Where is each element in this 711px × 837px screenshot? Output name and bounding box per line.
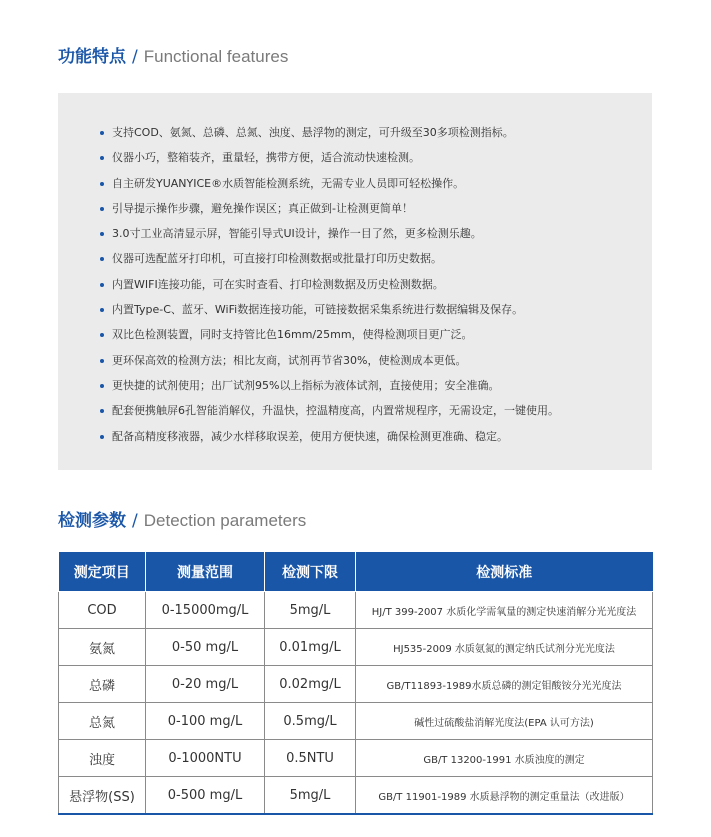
cell-range: 0-500 mg/L xyxy=(146,777,265,815)
params-section-title xyxy=(58,506,306,531)
feature-item: 更环保高效的检测方法；相比友商，试剂再节省30%，使检测成本更低。 xyxy=(100,348,645,373)
cell-standard: 碱性过硫酸盐消解光度法(EPA 认可方法) xyxy=(356,703,653,740)
header-range: 测量范围 xyxy=(146,552,265,592)
cell-standard: HJ535-2009 水质氨氮的测定纳氏试剂分光光度法 xyxy=(356,629,653,666)
table-row xyxy=(59,592,653,629)
cell-standard: GB/T 13200-1991 水质浊度的测定 xyxy=(356,740,653,777)
bullet-dot-icon xyxy=(100,308,104,312)
table-row xyxy=(59,777,653,815)
bullet-dot-icon xyxy=(100,333,104,337)
cell-item: 总氮 xyxy=(59,703,146,740)
feature-item: 更快捷的试剂使用；出厂试剂95%以上指标为液体试剂，直接使用；安全准确。 xyxy=(100,373,645,398)
feature-item: 仪器可选配蓝牙打印机，可直接打印检测数据或批量打印历史数据。 xyxy=(100,246,645,271)
cell-item: 总磷 xyxy=(59,666,146,703)
cell-standard: GB/T11893-1989水质总磷的测定钼酸铵分光光度法 xyxy=(356,666,653,703)
feature-item: 自主研发YUANYICE®水质智能检测系统，无需专业人员即可轻松操作。 xyxy=(100,171,645,196)
params-title-separator: / xyxy=(132,511,138,531)
features-panel xyxy=(58,93,652,470)
cell-limit: 5mg/L xyxy=(265,777,356,815)
table-row xyxy=(59,703,653,740)
detection-params-table xyxy=(58,552,653,815)
bullet-dot-icon xyxy=(100,283,104,287)
feature-item: 支持COD、氨氮、总磷、总氮、浊度、悬浮物的测定，可升级至30多项检测指标。 xyxy=(100,120,645,145)
bullet-dot-icon xyxy=(100,409,104,413)
cell-item: COD xyxy=(59,592,146,629)
features-section-title xyxy=(58,42,288,67)
cell-item: 悬浮物(SS) xyxy=(59,777,146,815)
features-title-cn: 功能特点 xyxy=(58,47,126,67)
bullet-dot-icon xyxy=(100,156,104,160)
table-row xyxy=(59,740,653,777)
params-title-cn: 检测参数 xyxy=(58,511,126,531)
cell-limit: 0.02mg/L xyxy=(265,666,356,703)
table-row xyxy=(59,629,653,666)
cell-limit: 5mg/L xyxy=(265,592,356,629)
bullet-dot-icon xyxy=(100,359,104,363)
cell-item: 浊度 xyxy=(59,740,146,777)
cell-limit: 0.5NTU xyxy=(265,740,356,777)
header-limit: 检测下限 xyxy=(265,552,356,592)
feature-item: 内置Type-C、蓝牙、WiFi数据连接功能，可链接数据采集系统进行数据编辑及保存。 xyxy=(100,297,645,322)
cell-range: 0-1000NTU xyxy=(146,740,265,777)
cell-range: 0-50 mg/L xyxy=(146,629,265,666)
cell-range: 0-20 mg/L xyxy=(146,666,265,703)
cell-standard: GB/T 11901-1989 水质悬浮物的测定重量法（改进版） xyxy=(356,777,653,815)
bullet-dot-icon xyxy=(100,182,104,186)
cell-range: 0-15000mg/L xyxy=(146,592,265,629)
bullet-dot-icon xyxy=(100,232,104,236)
cell-limit: 0.5mg/L xyxy=(265,703,356,740)
table-row xyxy=(59,666,653,703)
cell-limit: 0.01mg/L xyxy=(265,629,356,666)
features-title-separator: / xyxy=(132,47,138,67)
cell-range: 0-100 mg/L xyxy=(146,703,265,740)
feature-item: 配套便携触屏6孔智能消解仪，升温快，控温精度高，内置常规程序，无需设定，一键使用。 xyxy=(100,398,645,423)
bullet-dot-icon xyxy=(100,384,104,388)
feature-item: 仪器小巧，整箱装齐，重量轻，携带方便，适合流动快速检测。 xyxy=(100,145,645,170)
table-header-row xyxy=(59,552,653,592)
cell-standard: HJ/T 399-2007 水质化学需氧量的测定快速消解分光光度法 xyxy=(356,592,653,629)
feature-item: 引导提示操作步骤，避免操作误区；真正做到-让检测更简单！ xyxy=(100,196,645,221)
bullet-dot-icon xyxy=(100,207,104,211)
feature-item: 内置WIFI连接功能，可在实时查看、打印检测数据及历史检测数据。 xyxy=(100,272,645,297)
bullet-dot-icon xyxy=(100,131,104,135)
cell-item: 氨氮 xyxy=(59,629,146,666)
features-title-en: Functional features xyxy=(143,47,289,66)
bullet-dot-icon xyxy=(100,435,104,439)
features-list xyxy=(100,120,645,449)
feature-item: 配备高精度移液器，减少水样移取误差，使用方便快速，确保检测更准确、稳定。 xyxy=(100,424,645,449)
feature-item: 双比色检测装置，同时支持管比色16mm/25mm，使得检测项目更广泛。 xyxy=(100,322,645,347)
params-title-en: Detection parameters xyxy=(143,511,307,530)
bullet-dot-icon xyxy=(100,257,104,261)
header-standard: 检测标准 xyxy=(356,552,653,592)
feature-item: 3.0寸工业高清显示屏，智能引导式UI设计，操作一目了然，更多检测乐趣。 xyxy=(100,221,645,246)
header-item: 测定项目 xyxy=(59,552,146,592)
